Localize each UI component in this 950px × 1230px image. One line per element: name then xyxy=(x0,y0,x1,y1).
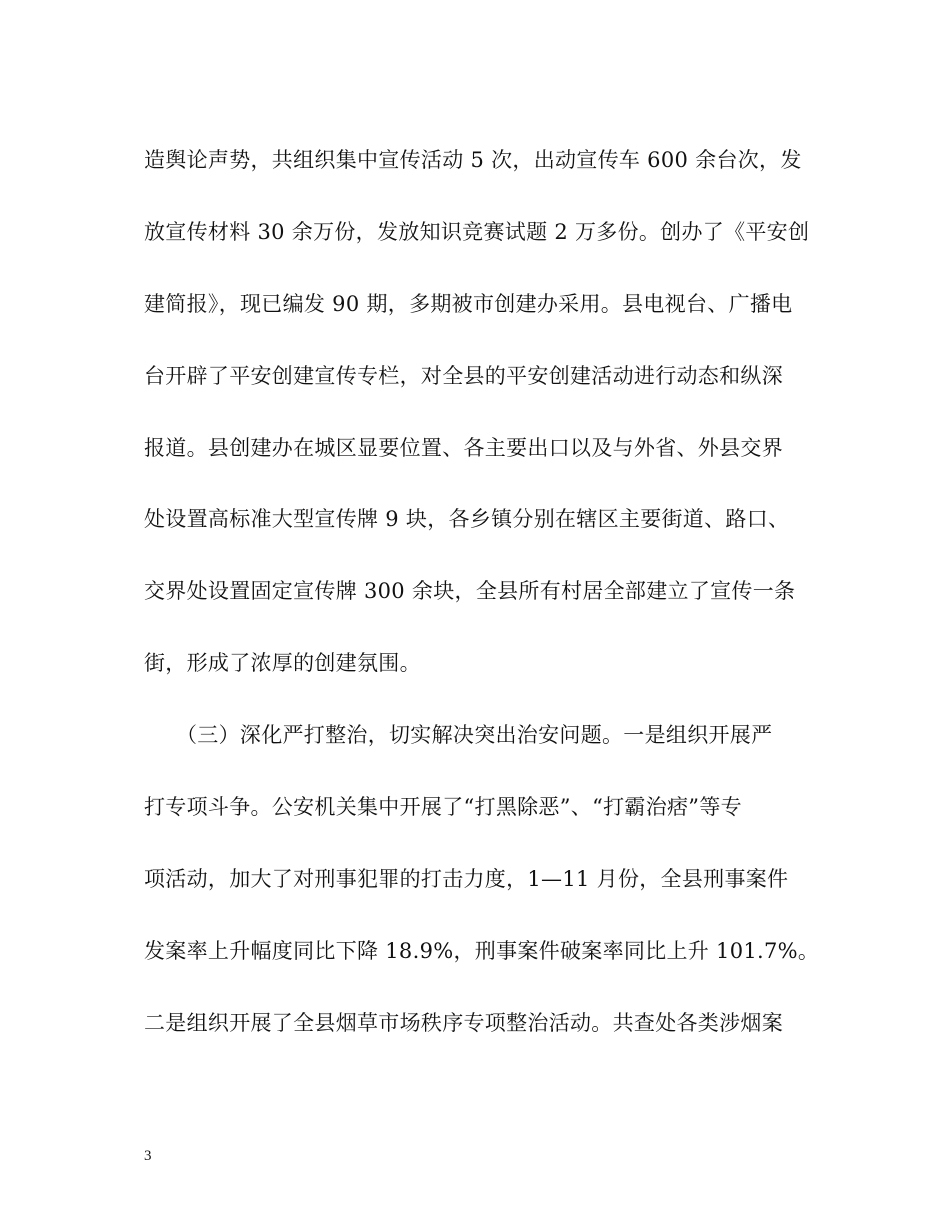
text-line: 建简报》，现已编发 90 期，多期被市创建办采用。县电视台、广播电 xyxy=(144,291,793,316)
text-line: 报道。县创建办在城区显要位置、各主要出口以及与外省、外县交界 xyxy=(144,435,783,460)
body-text xyxy=(144,138,820,1073)
page-number: 3 xyxy=(144,1148,152,1164)
text-line: 造舆论声势，共组织集中宣传活动 5 次，出动宣传车 600 余台次，发 xyxy=(144,148,802,172)
text-line: 发案率上升幅度同比下降 18.9%，刑事案件破案率同比上升 101.7%。 xyxy=(144,938,820,963)
text-line: 处设置高标准大型宣传牌 9 块，各乡镇分别在辖区主要街道、路口、 xyxy=(144,507,790,532)
text-line: 交界处设置固定宣传牌 300 余块，全县所有村居全部建立了宣传一条 xyxy=(144,579,796,604)
text-line: 台开辟了平安创建宣传专栏，对全县的平安创建活动进行动态和纵深 xyxy=(144,363,783,388)
text-line: 放宣传材料 30 余万份，发放知识竞赛试题 2 万多份。创办了《平安创 xyxy=(144,219,810,244)
paragraph-start-line: （三）深化严打整治，切实解决突出治安问题。一是组织开展严 xyxy=(176,723,773,748)
text-line: 二是组织开展了全县烟草市场秩序专项整治活动。共查处各类涉烟案 xyxy=(144,1010,783,1035)
text-line: 项活动，加大了对刑事犯罪的打击力度，1—11 月份，全县刑事案件 xyxy=(144,866,789,891)
text-line: 打专项斗争。公安机关集中开展了“打黑除恶”、“打霸治痞”等专 xyxy=(144,795,742,820)
text-line: 街，形成了浓厚的创建氛围。 xyxy=(144,651,421,676)
